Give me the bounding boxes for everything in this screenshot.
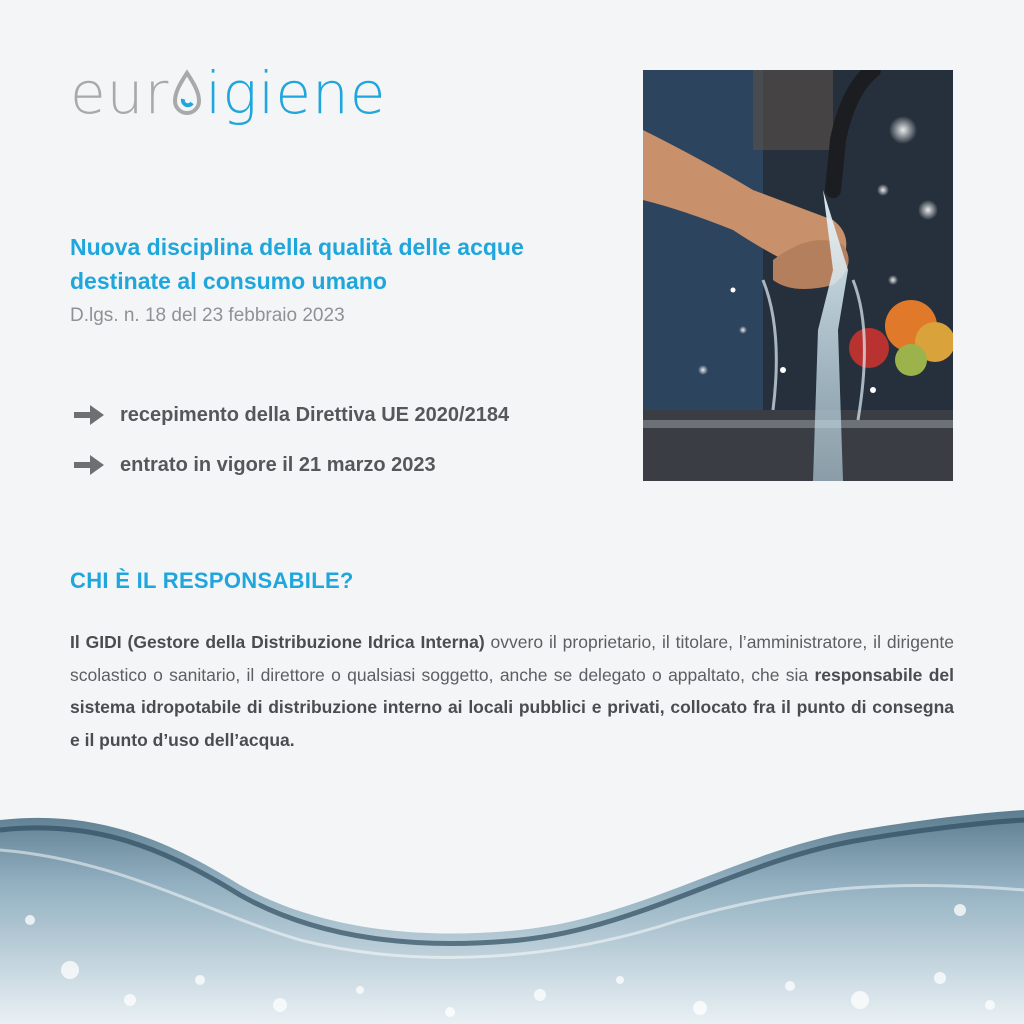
arrow-right-icon — [72, 403, 106, 427]
arrow-right-icon — [72, 453, 106, 477]
bullet-item — [72, 400, 509, 430]
bullet-item — [72, 450, 436, 480]
water-wave-graphic — [0, 790, 1024, 1024]
headline: Nuova disciplina della qualità delle acque destinate al consumo umano — [70, 234, 524, 294]
eurigiene-logo — [70, 58, 386, 128]
section-title: CHI È IL RESPONSABILE? — [70, 568, 354, 593]
logo-text-eur: eur — [70, 59, 170, 127]
logo-text-igiene: igiene — [205, 59, 387, 127]
bullet-text: entrato in vigore il 21 marzo 2023 — [120, 453, 436, 476]
paragraph-text: ovvero il proprietario, il titolare, l’amministratore, il dirigente scolastico o sanitario, il direttore o qualsiasi soggetto, anche se delegato o appaltato, che sia — [70, 632, 954, 685]
section-paragraph — [70, 626, 954, 756]
paragraph-bold-lead: Il GIDI (Gestore della Distribuzione Idrica Interna) — [70, 632, 485, 652]
water-drop-icon — [169, 69, 205, 121]
hand-washing-photo — [643, 70, 953, 481]
bullet-text: recepimento della Direttiva UE 2020/2184 — [120, 403, 510, 426]
paragraph-bold-end: responsabile del sistema idropotabile di distribuzione interno ai locali pubblici e privati, collocato fra il punto di consegna e il punto d’uso dell’acqua. — [70, 664, 954, 750]
subtitle: D.lgs. n. 18 del 23 febbraio 2023 — [70, 305, 345, 326]
